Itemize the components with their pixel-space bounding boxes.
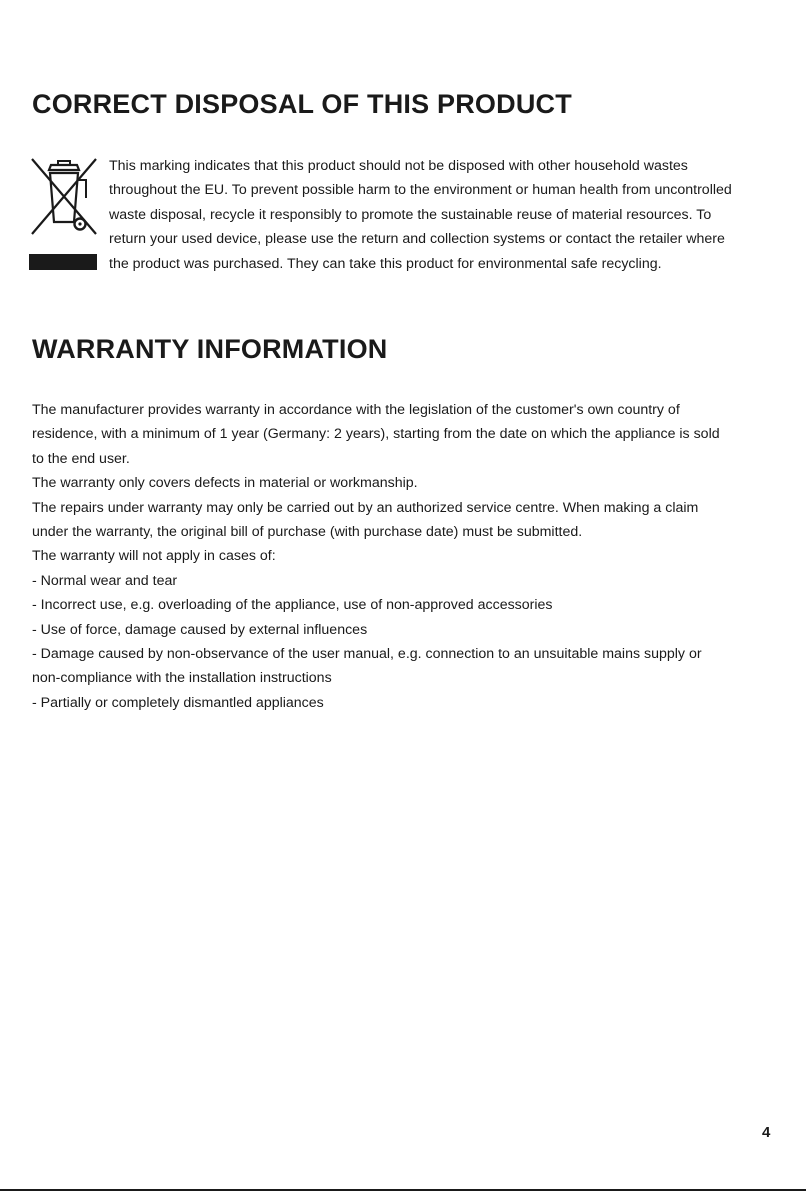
page-number: 4	[762, 1124, 771, 1141]
warranty-exclusion-item: - Use of force, damage caused by external influences	[32, 621, 368, 638]
disposal-line: the product was purchased. They can take this product for environmental safe recycling.	[109, 255, 662, 272]
bottom-divider	[0, 1189, 806, 1191]
warranty-exclusion-item: - Incorrect use, e.g. overloading of the appliance, use of non-approved accessories	[32, 597, 553, 614]
disposal-paragraph	[109, 154, 789, 276]
warranty-line: The repairs under warranty may only be carried out by an authorized service centre. When making a claim	[32, 499, 699, 516]
warranty-exclusion-item: - Partially or completely dismantled appliances	[32, 694, 324, 711]
warranty-heading: WARRANTY INFORMATION	[32, 334, 388, 364]
disposal-line: throughout the EU. To prevent possible harm to the environment or human health from uncontrolled	[109, 182, 732, 199]
crossed-out-wheelie-bin-icon	[29, 156, 99, 271]
warranty-line: The warranty only covers defects in material or workmanship.	[32, 475, 418, 492]
warranty-line: The manufacturer provides warranty in accordance with the legislation of the customer's own country of	[32, 402, 680, 418]
warranty-paragraph	[32, 398, 792, 715]
warranty-line: The warranty will not apply in cases of:	[32, 548, 276, 565]
warranty-exclusion-item: - Normal wear and tear	[32, 572, 178, 589]
warranty-line: residence, with a minimum of 1 year (Germany: 2 years), starting from the date on which the appliance is sold	[32, 426, 720, 443]
warranty-exclusion-item: non-compliance with the installation instructions	[32, 670, 332, 687]
disposal-line: waste disposal, recycle it responsibly to promote the sustainable reuse of material resources. To	[109, 206, 712, 223]
disposal-line: return your used device, please use the return and collection systems or contact the retailer where	[109, 231, 725, 248]
disposal-line: This marking indicates that this product should not be disposed with other household wastes	[109, 158, 688, 174]
warranty-line: to the end user.	[32, 450, 130, 467]
disposal-heading: CORRECT DISPOSAL OF THIS PRODUCT	[32, 89, 572, 119]
warranty-exclusion-item: - Damage caused by non-observance of the user manual, e.g. connection to an unsuitable mains supply or	[32, 646, 702, 663]
warranty-line: under the warranty, the original bill of purchase (with purchase date) must be submitted.	[32, 524, 583, 541]
